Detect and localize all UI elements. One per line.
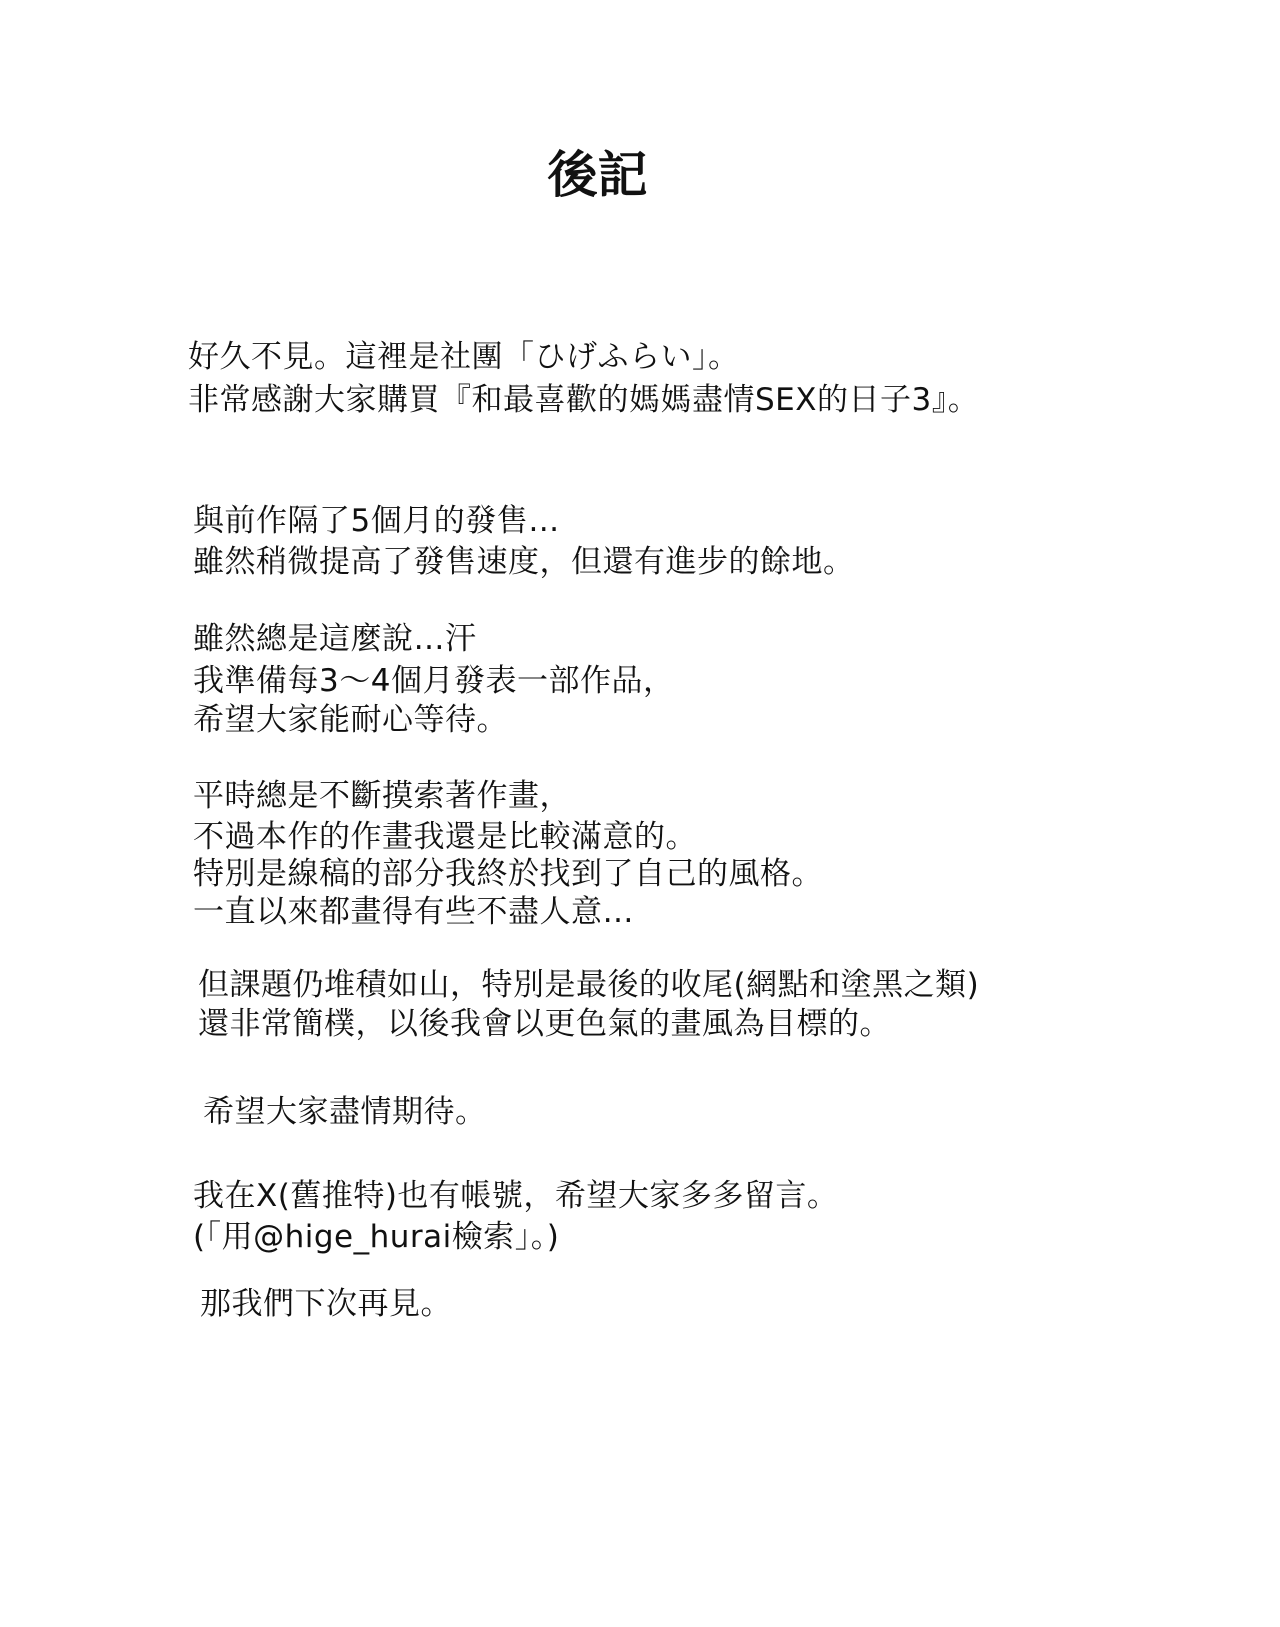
text-line: 非常感謝大家購買『和最喜歡的媽媽盡情SEX的日子3』。 <box>188 382 980 418</box>
text-line: 希望大家能耐心等待。 <box>193 702 508 738</box>
text-line: 我準備每3〜4個月發表一部作品， <box>193 663 675 699</box>
text-line: 雖然總是這麼說…汗 <box>193 621 477 657</box>
text-line: 還非常簡樸，以後我會以更色氣的畫風為目標的。 <box>198 1006 891 1042</box>
text-line: 好久不見。這裡是社團「ひげふらい」。 <box>188 339 740 375</box>
text-line: 雖然稍微提高了發售速度，但還有進步的餘地。 <box>193 544 855 580</box>
text-line: 但課題仍堆積如山，特別是最後的收尾(網點和塗黑之類) <box>198 967 980 1003</box>
text-line: 與前作隔了5個月的發售… <box>193 503 560 539</box>
text-line: 我在X(舊推特)也有帳號，希望大家多多留言。 <box>193 1178 839 1214</box>
text-line: 希望大家盡情期待。 <box>203 1094 487 1130</box>
text-line: 那我們下次再見。 <box>200 1286 452 1322</box>
page-title: 後記 <box>547 146 648 204</box>
text-line: 特別是線稿的部分我終於找到了自己的風格。 <box>193 856 823 892</box>
text-line: 平時總是不斷摸索著作畫， <box>193 778 571 814</box>
text-line: (「用@hige_hurai檢索」。) <box>193 1219 560 1255</box>
text-line: 一直以來都畫得有些不盡人意… <box>193 894 634 930</box>
text-line: 不過本作的作畫我還是比較滿意的。 <box>193 819 697 855</box>
